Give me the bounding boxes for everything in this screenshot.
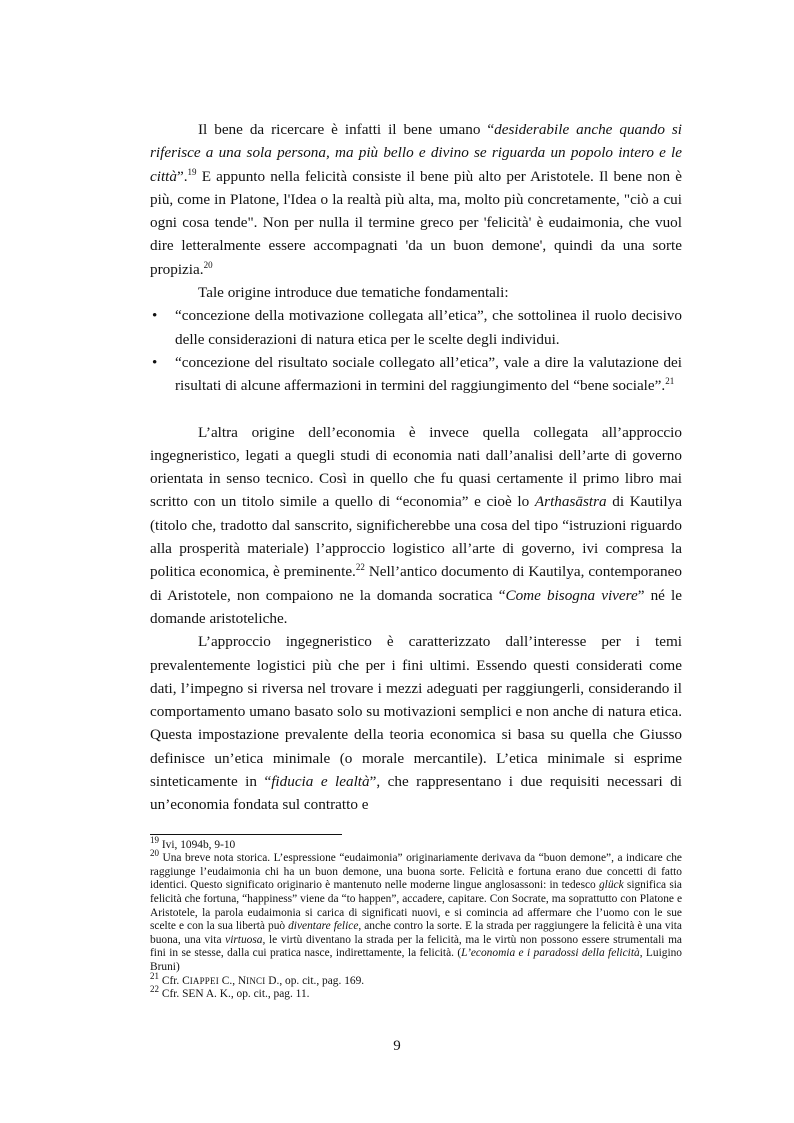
list-item (150, 351, 682, 398)
footnote-ref-22[interactable]: 22 (355, 562, 365, 573)
themes-list (150, 304, 682, 397)
footnote-number: 21 (150, 970, 159, 981)
footnote-italic: glück (598, 879, 624, 892)
paragraph-origin-intro: Tale origine introduce due tematiche fondamentali: (198, 284, 509, 302)
book-title-italic: Arthasāstra (534, 493, 607, 511)
list-item-text: “concezione del risultato sociale collegato all’etica”, vale a dire la valutazione dei risultati di alcune affermazioni in termini del raggiungimento del “bene sociale”. (175, 353, 682, 395)
footnote-22 (150, 984, 682, 1002)
footnote-text: Ivi, 1094b, 9-10 (159, 838, 236, 851)
page-number: 9 (393, 1038, 401, 1054)
text-run: ” né le domande aristoteliche. (150, 586, 682, 627)
bullet-icon: • (152, 353, 158, 371)
text-run: L’altra origine dell’economia è invece quella collegata all’approccio ingegneristico, legati a quegli studi di economia nati dall’analisi dell’arte di governo orientata in senso tecnico. Così in quello che fu quasi certamente il primo libro mai scritto con un titolo simile a quello di “economia” e cioè lo (150, 423, 682, 511)
footnote-text: significa sia felicità che fortuna, “happiness” viene da “to happen”, accadere, capitare. Con Socrate, ma soprattutto con Platone e Aristotele, la parola eudaimonia si carica di significati nuovi, e si comincia ad affermare che l’uomo con le sue scelte e con la sua libertà può (150, 879, 682, 933)
footnote-text: le virtù diventano la strada per la felicità, ma le virtù non possono essere strumentali ma fini in se stesse, dalla cui pratica nasce, indirettamente, la felicità. ( (150, 933, 682, 960)
footnote-italic: L’economia e i paradossi della felicità (461, 947, 640, 960)
paragraph-engineering-approach (150, 630, 682, 816)
bullet-icon: • (152, 307, 158, 325)
footnote-number: 20 (150, 848, 159, 859)
footnote-text: Una breve nota storica. L’espressione “eudaimonia” originariamente derivava da “buon demone”, a indicare che raggiunge l’eudaimonia chi ha un buon demone, una buona sorte. Felicità e fortuna erano due concetti di fatto identici. Questo significato originario è mantenuto nelle moderne lingue anglosassoni: in tedesco (150, 852, 682, 892)
footnote-smallcaps: INCI (246, 975, 266, 986)
footnote-text: C., N (218, 974, 247, 987)
footnote-text: Cfr. SEN A. K., op. cit., pag. 11. (159, 988, 310, 1001)
quote-italic: Come bisogna vivere (505, 586, 638, 604)
footnote-ref-21[interactable]: 21 (665, 376, 675, 387)
page-body (150, 118, 682, 1002)
quote-italic: desiderabile anche quando si riferisce a una sola persona, ma più bello e divino se riguarda un popolo intero e le città (150, 121, 682, 185)
footnote-20 (150, 848, 682, 974)
footnote-21 (150, 970, 682, 989)
footnote-number: 22 (150, 984, 159, 995)
text-run: E appunto nella felicità consiste il bene più alto per Aristotele. Il bene non è più, come in Platone, l'Idea o la realtà più alta, ma, molto più concretamente, "ciò a cui ogni cosa tende". Non per nulla il termine greco per 'felicità' è eudaimonia, che vuol dire letteralmente essere accompagnati 'da un buon demone', quindi da una sorte propizia. (150, 167, 682, 278)
footnote-number: 19 (150, 834, 159, 845)
text-run: L’approccio ingegneristico è caratterizzato dall’interesse per i temi prevalentemente logistici più che per i fini ultimi. Essendo questi considerati come dati, l’impegno si riversa nel trovare i mezzi adeguati per raggiungerli, considerando il comportamento umano basato solo su motivazioni semplici e non anche di natura etica. Questa impostazione prevalente della teoria economica si basa su quella che Giusso definisce un’etica minimale (o morale mercantile). L’etica minimale si esprime sinteticamente in “ (150, 633, 682, 791)
footnote-smallcaps: IAPPEI (189, 975, 219, 986)
footnote-text: , anche contro la sorte. E la strada per raggiungere la felicità è una vita buona, una vita (150, 920, 682, 946)
text-run: Nell’antico documento di Kautilya, contemporaneo di Aristotele, non compaiono ne la domanda socratica “ (150, 563, 682, 604)
quote-italic: fiducia e lealtà (271, 773, 370, 791)
footnote-ref-19[interactable]: 19 (187, 166, 197, 177)
footnote-text: Cfr. C (159, 974, 190, 987)
paragraph-engineering-origin (150, 421, 682, 631)
list-item-text: “concezione della motivazione collegata all’etica”, che sottolinea il ruolo decisivo delle considerazioni di natura etica per le scelte degli individui. (175, 307, 682, 348)
footnote-text: , Luigino Bruni) (150, 947, 682, 973)
footnote-ref-20[interactable]: 20 (203, 259, 213, 270)
text-run: ”, che rappresentano i due requisiti necessari di un’economia fondata sul contratto e (150, 773, 682, 814)
text-run: Il bene da ricercare è infatti il bene umano “ (198, 121, 495, 138)
paragraph-aristotle (150, 118, 682, 281)
footnote-separator (150, 834, 342, 835)
footnote-italic: diventare felice (288, 920, 359, 933)
text-run: ”. (177, 167, 188, 185)
list-item (150, 304, 682, 351)
text-run: di Kautilya (titolo che, tradotto dal sanscrito, significherebbe una cosa del tipo “istruzioni riguardo alla prosperità materiale) l’approccio logistico all’arte di governo, ivi compresa la politica economica, è preminente. (150, 493, 683, 581)
paragraph-gap (150, 398, 682, 421)
footnote-text: D., op. cit., pag. 169. (265, 974, 365, 987)
footnote-italic: virtuosa, (225, 933, 266, 946)
footnote-19 (150, 834, 682, 853)
